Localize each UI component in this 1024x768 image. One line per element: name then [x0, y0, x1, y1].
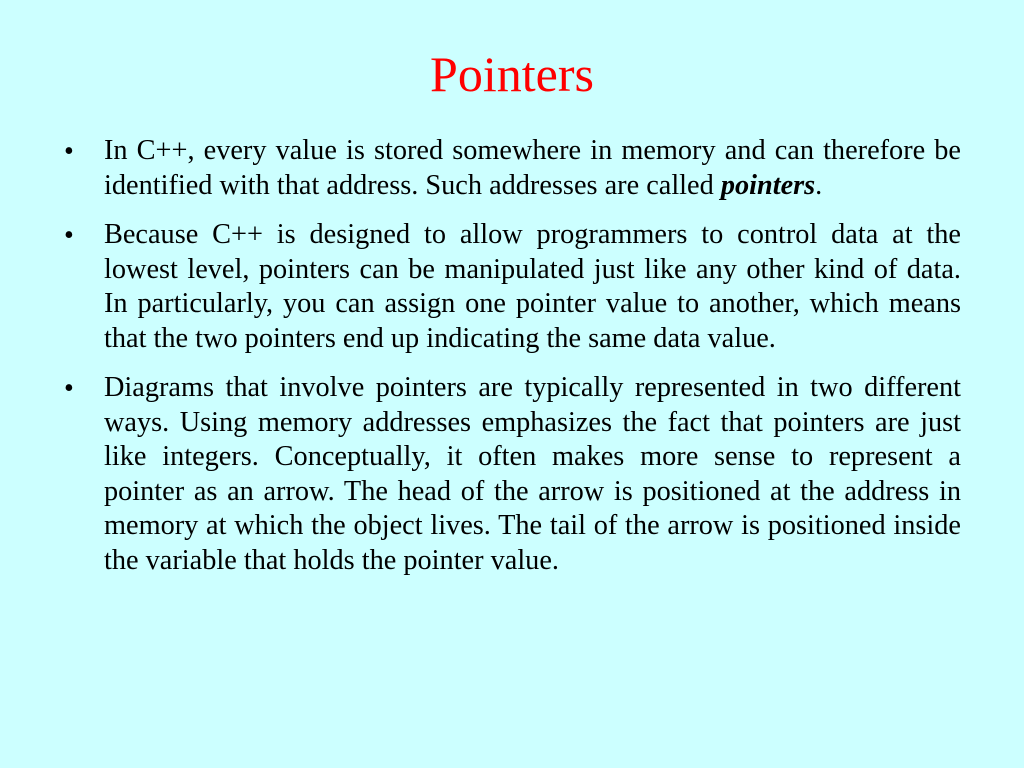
slide-title: Pointers: [430, 46, 594, 102]
bullet-text-1-emphasis: pointers: [720, 169, 816, 201]
bullet-item-1: [0, 134, 1024, 203]
bullet-text-1-after: .: [815, 169, 823, 201]
bullet-text-1-before: In C++, every value is stored somewhere in memory and can therefore be identified with that address. Such addresses are called: [104, 135, 961, 201]
bullet-list: [0, 134, 1024, 593]
bullet-item-3: [0, 371, 1024, 578]
bullet-text-2: Because C++ is designed to allow programmers to control data at the lowest level, pointers can be manipulated just like any other kind of data. In particularly, you can assign one pointer value to another, which means that the two pointers end up indicating the same data value.: [104, 219, 961, 354]
bullet-item-2: [0, 218, 1024, 356]
bullet-text-3: Diagrams that involve pointers are typically represented in two different ways. Using memory addresses emphasizes the fact that pointers are just like integers. Conceptually, it often makes more sense to represent a pointer as an arrow. The head of the arrow is positioned at the address in memory at which the object lives. The tail of the arrow is positioned inside the variable that holds the pointer value.: [104, 372, 961, 576]
bullet-icon: •: [64, 220, 74, 251]
bullet-icon: •: [64, 136, 74, 167]
bullet-text-1: [104, 134, 961, 203]
bullet-icon: •: [64, 373, 74, 404]
